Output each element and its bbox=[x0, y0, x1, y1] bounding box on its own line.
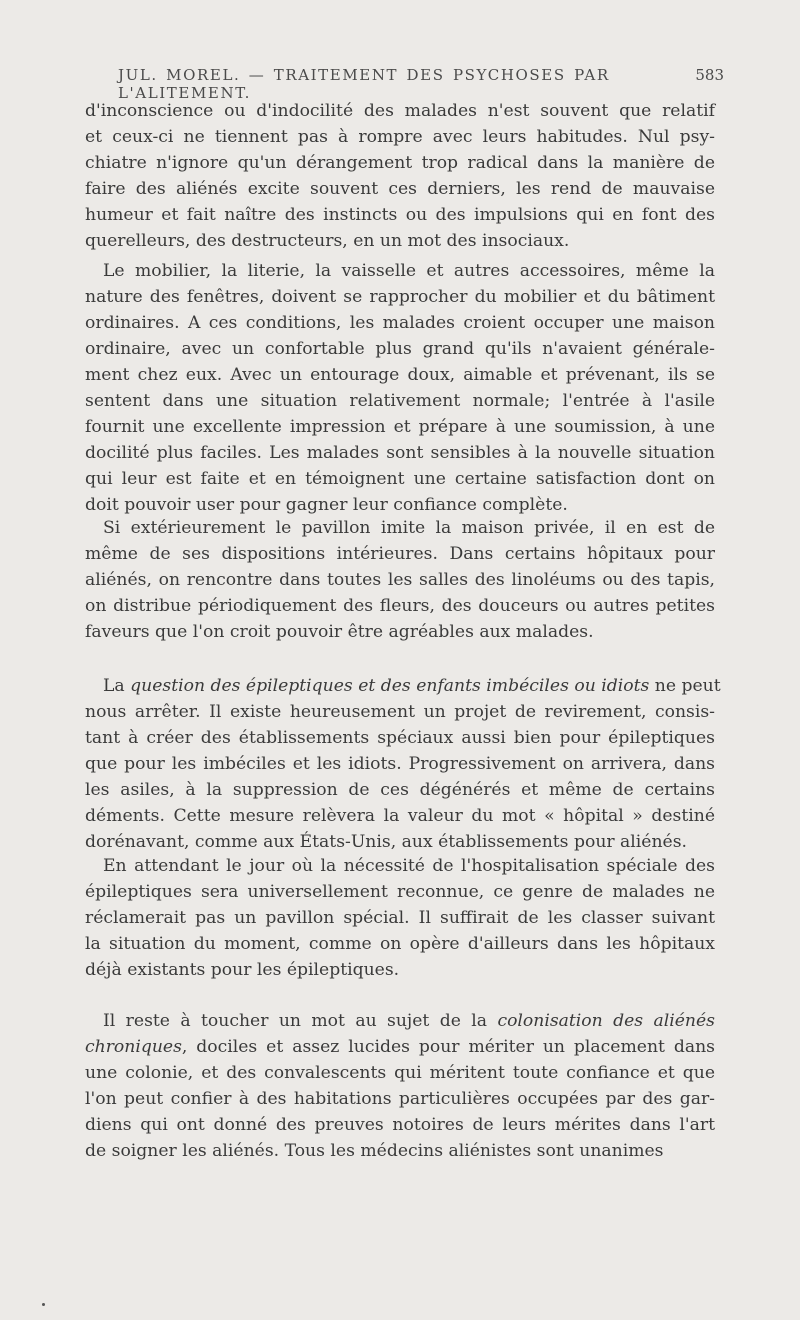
text-line: l'on peut confier à des habitations particulières occupées par des gar- bbox=[85, 1089, 715, 1109]
italic-phrase: question des épileptiques et des enfants imbéciles ou idiots bbox=[130, 676, 650, 696]
text-line: la situation du moment, comme on opère d'ailleurs dans les hôpitaux bbox=[85, 934, 715, 954]
text-line: chroniques, dociles et assez lucides pour mériter un placement dans bbox=[85, 1037, 715, 1057]
paragraph bbox=[85, 853, 715, 983]
text-line: on distribue périodiquement des fleurs, des douceurs ou autres petites bbox=[85, 596, 715, 616]
text-line: épileptiques sera universellement reconnue, ce genre de malades ne bbox=[85, 882, 715, 902]
paragraph bbox=[85, 673, 721, 855]
text-line: déments. Cette mesure relèvera la valeur du mot « hôpital » destiné bbox=[85, 806, 715, 826]
text-line: nature des fenêtres, doivent se rapprocher du mobilier et du bâtiment bbox=[85, 287, 715, 307]
text-line: docilité plus faciles. Les malades sont sensibles à la nouvelle situation bbox=[85, 443, 715, 463]
text-line: Il reste à toucher un mot au sujet de la colonisation des aliénés bbox=[103, 1011, 715, 1031]
text-line: qui leur est faite et en témoignent une certaine satisfaction dont on bbox=[85, 469, 715, 489]
text-line: déjà existants pour les épileptiques. bbox=[85, 960, 400, 980]
text-line: réclamerait pas un pavillon spécial. Il suffirait de les classer suivant bbox=[85, 908, 715, 928]
text-line: aliénés, on rencontre dans toutes les salles des linoléums ou des tapis, bbox=[85, 570, 715, 590]
text-line: querelleurs, des destructeurs, en un mot des insociaux. bbox=[85, 231, 570, 251]
paragraph bbox=[85, 258, 715, 518]
text-line: humeur et fait naître des instincts ou des impulsions qui en font des bbox=[85, 205, 715, 225]
text-line: sentent dans une situation relativement normale; l'entrée à l'asile bbox=[85, 391, 715, 411]
text-line: les asiles, à la suppression de ces dégénérés et même de certains bbox=[85, 780, 715, 800]
page-header bbox=[118, 66, 724, 102]
text-line: d'inconscience ou d'indocilité des malades n'est souvent que relatif bbox=[85, 101, 715, 121]
paragraph bbox=[85, 1008, 715, 1164]
italic-phrase: chroniques bbox=[85, 1037, 182, 1057]
text-line: dorénavant, comme aux États-Unis, aux établissements pour aliénés. bbox=[85, 832, 687, 852]
speck-mark bbox=[42, 1303, 45, 1306]
text-line: ordinaire, avec un confortable plus grand qu'ils n'avaient générale- bbox=[85, 339, 715, 359]
text-line: fournit une excellente impression et prépare à une soumission, à une bbox=[85, 417, 715, 437]
text-line: diens qui ont donné des preuves notoires de leurs mérites dans l'art bbox=[85, 1115, 715, 1135]
text-line: nous arrêter. Il existe heureusement un projet de revirement, consis- bbox=[85, 702, 715, 722]
paragraph bbox=[85, 515, 715, 645]
text-line: une colonie, et des convalescents qui méritent toute confiance et que bbox=[85, 1063, 715, 1083]
text-line: tant à créer des établissements spéciaux aussi bien pour épileptiques bbox=[85, 728, 715, 748]
running-head: JUL. MOREL. — TRAITEMENT DES PSYCHOSES PAR L'ALITEMENT. bbox=[118, 66, 610, 102]
text-line: faveurs que l'on croit pouvoir être agréables aux malades. bbox=[85, 622, 594, 642]
text-line: ment chez eux. Avec un entourage doux, aimable et prévenant, ils se bbox=[85, 365, 715, 385]
text-line: doit pouvoir user pour gagner leur confiance complète. bbox=[85, 495, 568, 515]
text-line: que pour les imbéciles et les idiots. Progressivement on arrivera, dans bbox=[85, 754, 715, 774]
text-line: Le mobilier, la literie, la vaisselle et autres accessoires, même la bbox=[103, 261, 715, 281]
paragraph bbox=[85, 98, 715, 254]
text-line: et ceux-ci ne tiennent pas à rompre avec leurs habitudes. Nul psy- bbox=[85, 127, 715, 147]
page-number: 583 bbox=[695, 66, 724, 84]
text-line: faire des aliénés excite souvent ces derniers, les rend de mauvaise bbox=[85, 179, 715, 199]
text-line: même de ses dispositions intérieures. Dans certains hôpitaux pour bbox=[85, 544, 715, 564]
text-line: Si extérieurement le pavillon imite la maison privée, il en est de bbox=[103, 518, 715, 538]
text-line: ordinaires. A ces conditions, les malades croient occuper une maison bbox=[85, 313, 715, 333]
text-line: chiatre n'ignore qu'un dérangement trop radical dans la manière de bbox=[85, 153, 715, 173]
text-line: La question des épileptiques et des enfants imbéciles ou idiots ne peut bbox=[103, 676, 721, 696]
text-line: de soigner les aliénés. Tous les médecins aliénistes sont unanimes bbox=[85, 1141, 664, 1161]
text-line: En attendant le jour où la nécessité de l'hospitalisation spéciale des bbox=[103, 856, 715, 876]
italic-phrase: colonisation des aliénés bbox=[497, 1011, 715, 1031]
